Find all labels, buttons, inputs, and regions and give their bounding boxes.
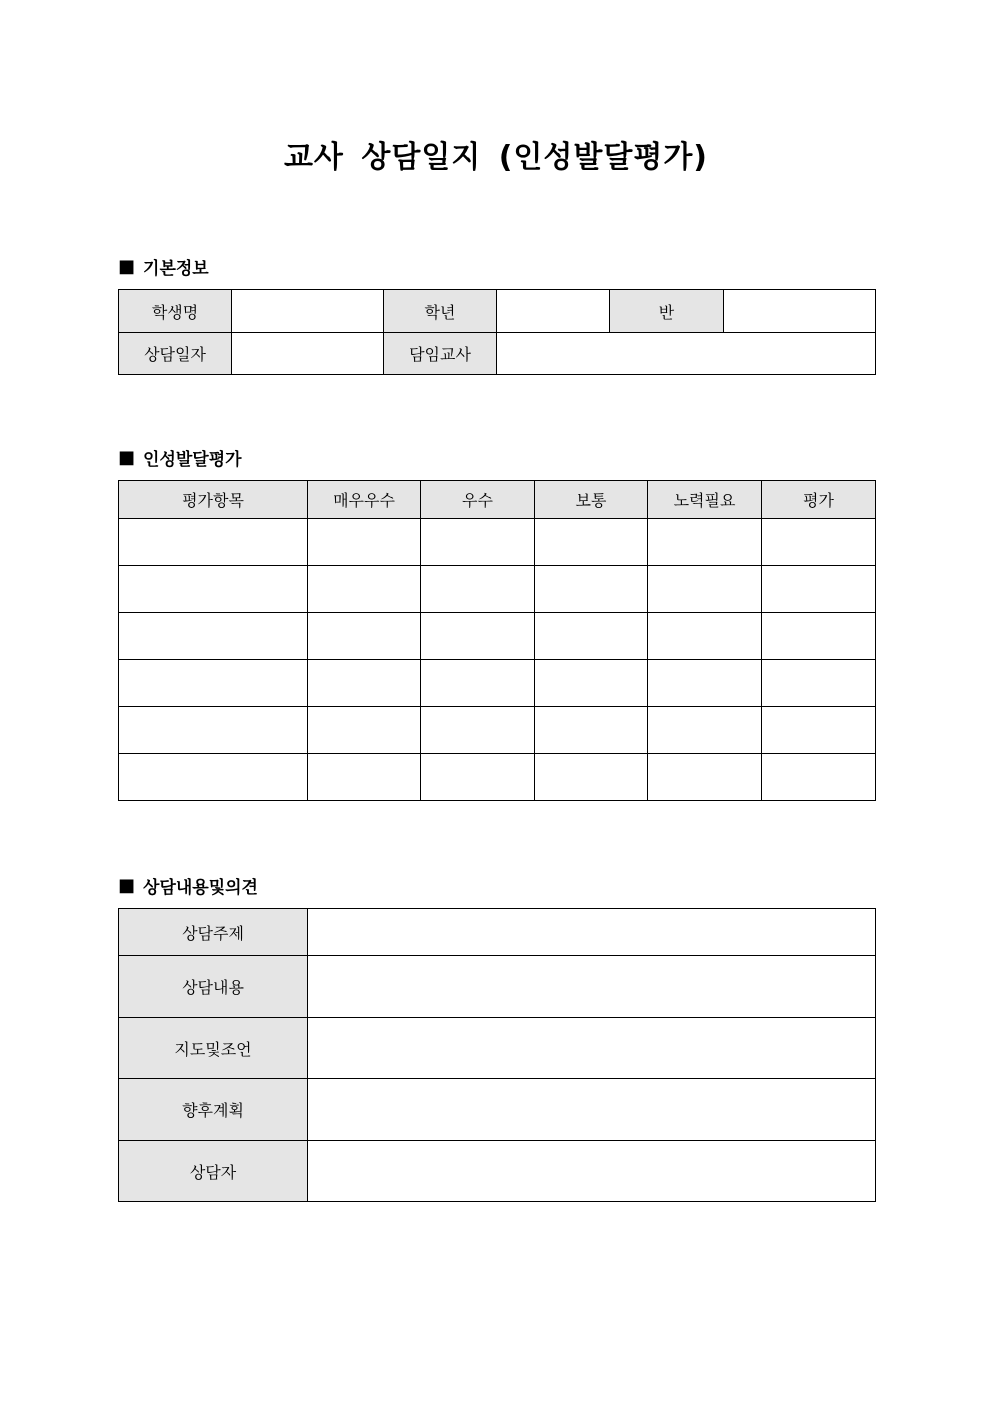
header-excellent: 매우우수: [308, 481, 421, 519]
table-cell[interactable]: [762, 754, 876, 801]
label-homeroom-teacher: 담임교사: [384, 333, 497, 375]
table-cell[interactable]: [421, 707, 535, 754]
table-cell[interactable]: [648, 754, 762, 801]
table-header-row: [119, 481, 876, 519]
counsel-date-field[interactable]: [232, 333, 384, 375]
table-cell[interactable]: [119, 660, 308, 707]
table-row: [119, 519, 876, 566]
label-class: 반: [610, 290, 724, 333]
table-cell[interactable]: [535, 707, 648, 754]
label-counsel-topic: 상담주제: [119, 909, 308, 956]
square-bullet-icon: ■: [118, 875, 136, 896]
table-row: [119, 909, 876, 956]
table-cell[interactable]: [308, 707, 421, 754]
table-row: [119, 754, 876, 801]
label-counsel-content: 상담내용: [119, 956, 308, 1018]
table-cell[interactable]: [119, 754, 308, 801]
table-cell[interactable]: [762, 707, 876, 754]
table-row: [119, 333, 876, 375]
table-cell[interactable]: [421, 754, 535, 801]
label-future-plan: 향후계획: [119, 1079, 308, 1141]
guidance-advice-field[interactable]: [308, 1018, 876, 1079]
table-cell[interactable]: [648, 707, 762, 754]
header-evaluation-item: 평가항목: [119, 481, 308, 519]
table-cell[interactable]: [535, 754, 648, 801]
table-cell[interactable]: [308, 566, 421, 613]
table-row: [119, 660, 876, 707]
table-cell[interactable]: [308, 660, 421, 707]
table-cell[interactable]: [648, 519, 762, 566]
table-cell[interactable]: [762, 660, 876, 707]
header-good: 우수: [421, 481, 535, 519]
counsel-content-field[interactable]: [308, 956, 876, 1018]
table-cell[interactable]: [119, 707, 308, 754]
class-field[interactable]: [724, 290, 876, 333]
label-grade: 학년: [384, 290, 497, 333]
section-title: 인성발달평가: [143, 450, 242, 470]
table-row: [119, 1141, 876, 1202]
section-title: 기본정보: [143, 259, 209, 279]
table-cell[interactable]: [535, 660, 648, 707]
homeroom-teacher-field[interactable]: [497, 333, 876, 375]
table-cell[interactable]: [421, 660, 535, 707]
table-row: [119, 1018, 876, 1079]
table-cell[interactable]: [421, 566, 535, 613]
table-cell[interactable]: [648, 566, 762, 613]
section-heading-basic-info: [118, 254, 209, 279]
label-counsel-date: 상담일자: [119, 333, 232, 375]
table-row: [119, 290, 876, 333]
section-heading-character: [118, 445, 242, 470]
table-cell[interactable]: [648, 613, 762, 660]
table-row: [119, 956, 876, 1018]
basic-info-table: [118, 289, 876, 375]
character-evaluation-table: [118, 480, 876, 801]
square-bullet-icon: ■: [118, 447, 136, 468]
counselor-field[interactable]: [308, 1141, 876, 1202]
section-title: 상담내용및의견: [143, 878, 258, 898]
table-cell[interactable]: [421, 519, 535, 566]
table-cell[interactable]: [308, 519, 421, 566]
table-cell[interactable]: [762, 613, 876, 660]
student-name-field[interactable]: [232, 290, 384, 333]
table-cell[interactable]: [308, 754, 421, 801]
counsel-topic-field[interactable]: [308, 909, 876, 956]
table-cell[interactable]: [308, 613, 421, 660]
table-cell[interactable]: [119, 519, 308, 566]
table-cell[interactable]: [535, 613, 648, 660]
table-cell[interactable]: [535, 519, 648, 566]
label-student-name: 학생명: [119, 290, 232, 333]
table-cell[interactable]: [648, 660, 762, 707]
table-row: [119, 707, 876, 754]
header-average: 보통: [535, 481, 648, 519]
table-row: [119, 613, 876, 660]
table-cell[interactable]: [119, 613, 308, 660]
table-cell[interactable]: [762, 519, 876, 566]
table-cell[interactable]: [119, 566, 308, 613]
table-row: [119, 1079, 876, 1141]
section-heading-counsel: [118, 873, 258, 898]
header-evaluation: 평가: [762, 481, 876, 519]
table-row: [119, 566, 876, 613]
future-plan-field[interactable]: [308, 1079, 876, 1141]
square-bullet-icon: ■: [118, 256, 136, 277]
table-cell[interactable]: [535, 566, 648, 613]
page-title: 교사 상담일지 (인성발달평가): [283, 140, 709, 175]
label-guidance-advice: 지도및조언: [119, 1018, 308, 1079]
label-counselor: 상담자: [119, 1141, 308, 1202]
header-needs-effort: 노력필요: [648, 481, 762, 519]
grade-field[interactable]: [497, 290, 610, 333]
counsel-content-table: [118, 908, 876, 1202]
table-cell[interactable]: [762, 566, 876, 613]
table-cell[interactable]: [421, 613, 535, 660]
